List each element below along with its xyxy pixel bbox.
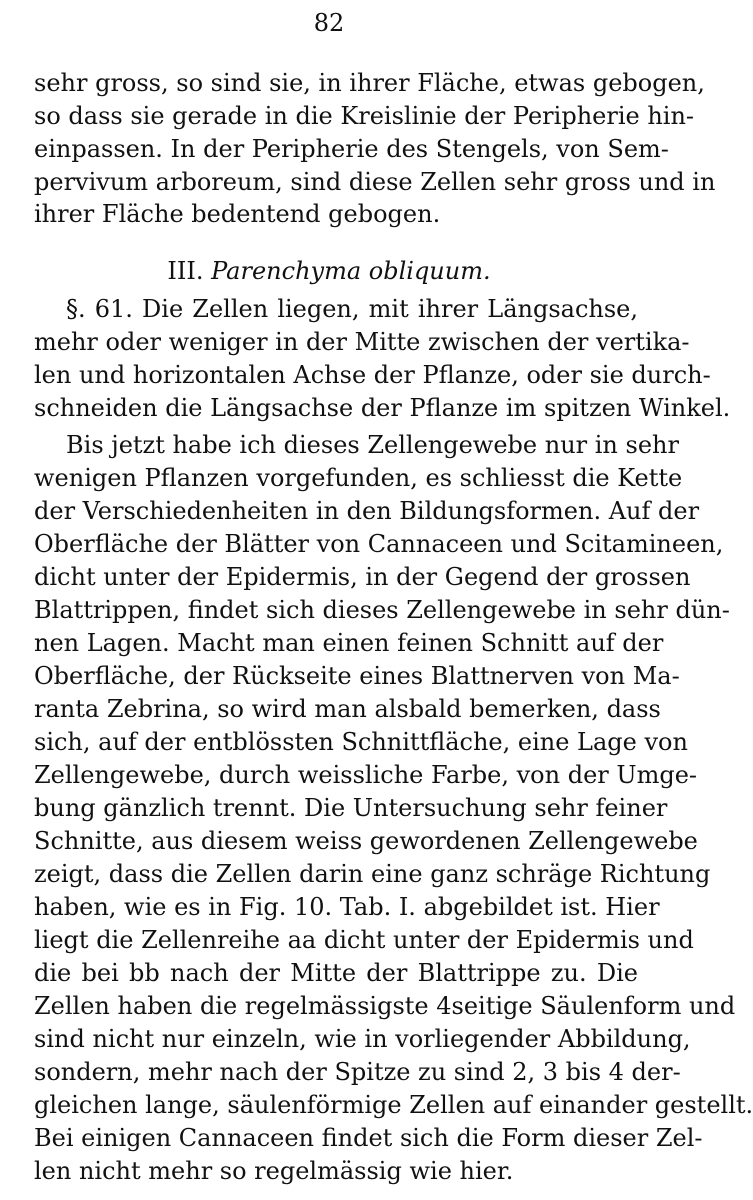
section-heading <box>0 256 658 286</box>
text-line: len und horizontalen Achse der Pflanze, oder sie durch- <box>34 361 711 389</box>
text-line: nen Lagen. Macht man einen feinen Schnitt auf der <box>34 629 664 657</box>
text-line: Schnitte, aus diesem weiss gewordenen Zellengewebe <box>34 827 698 855</box>
text-line: Blattrippen, findet sich dieses Zellengewebe in sehr dün- <box>34 596 730 624</box>
section-title: Parenchyma obliquum. <box>211 257 491 285</box>
text-line: bung gänzlich trennt. Die Untersuchung sehr feiner <box>34 794 668 822</box>
text-line: pervivum arboreum, sind diese Zellen sehr gross und in <box>34 168 716 196</box>
text-line: haben, wie es in Fig. 10. Tab. I. abgebildet ist. Hier <box>34 893 660 921</box>
text-line: der Verschiedenheiten in den Bildungsformen. Auf der <box>34 497 700 525</box>
text-line: Oberfläche, der Rückseite eines Blattnerven von Ma- <box>34 662 680 690</box>
section-numeral: III. <box>167 257 204 285</box>
text-line: sondern, mehr nach der Spitze zu sind 2, 3 bis 4 der- <box>34 1058 681 1086</box>
text-line: liegt die Zellenreihe aa dicht unter der Epidermis und <box>34 926 694 954</box>
text-line: sehr gross, so sind sie, in ihrer Fläche, etwas gebogen, <box>34 69 705 97</box>
text-line: sind nicht nur einzeln, wie in vorliegender Abbildung, <box>34 1025 691 1053</box>
text-line: die bei bb nach der Mitte der Blattrippe zu. Die <box>34 959 638 987</box>
text-line: Bei einigen Cannaceen findet sich die Form dieser Zel- <box>34 1124 703 1152</box>
text-line: ihrer Fläche bedentend gebogen. <box>34 200 441 228</box>
text-line: Oberfläche der Blätter von Cannaceen und Scitamineen, <box>34 530 724 558</box>
text-line: sich, auf der entblössten Schnittfläche, eine Lage von <box>34 728 688 756</box>
page-number: 82 <box>313 9 345 37</box>
text-line: so dass sie gerade in die Kreislinie der Peripherie hin- <box>34 102 695 130</box>
text-line: dicht unter der Epidermis, in der Gegend der grossen <box>34 563 691 591</box>
text-line: zeigt, dass die Zellen darin eine ganz schräge Richtung <box>34 860 711 888</box>
text-line: Zellengewebe, durch weissliche Farbe, von der Umge- <box>34 761 698 789</box>
text-line: wenigen Pflanzen vorgefunden, es schliesst die Kette <box>34 464 683 492</box>
text-line: len nicht mehr so regelmässig wie hier. <box>34 1157 514 1185</box>
text-line: ranta Zebrina, so wird man alsbald bemerken, dass <box>34 695 661 723</box>
text-line: Bis jetzt habe ich dieses Zellengewebe nur in sehr <box>66 431 679 459</box>
text-line: einpassen. In der Peripherie des Stengels, von Sem- <box>34 135 669 163</box>
text-line: §. 61. Die Zellen liegen, mit ihrer Längsachse, <box>66 295 638 323</box>
text-line: mehr oder weniger in der Mitte zwischen der vertika- <box>34 328 690 356</box>
text-line: gleichen lange, säulenförmige Zellen auf einander gestellt. <box>34 1091 753 1119</box>
text-line: Zellen haben die regelmässigste 4seitige Säulenform und <box>34 992 736 1020</box>
text-line: schneiden die Längsachse der Pflanze im spitzen Winkel. <box>34 394 731 422</box>
